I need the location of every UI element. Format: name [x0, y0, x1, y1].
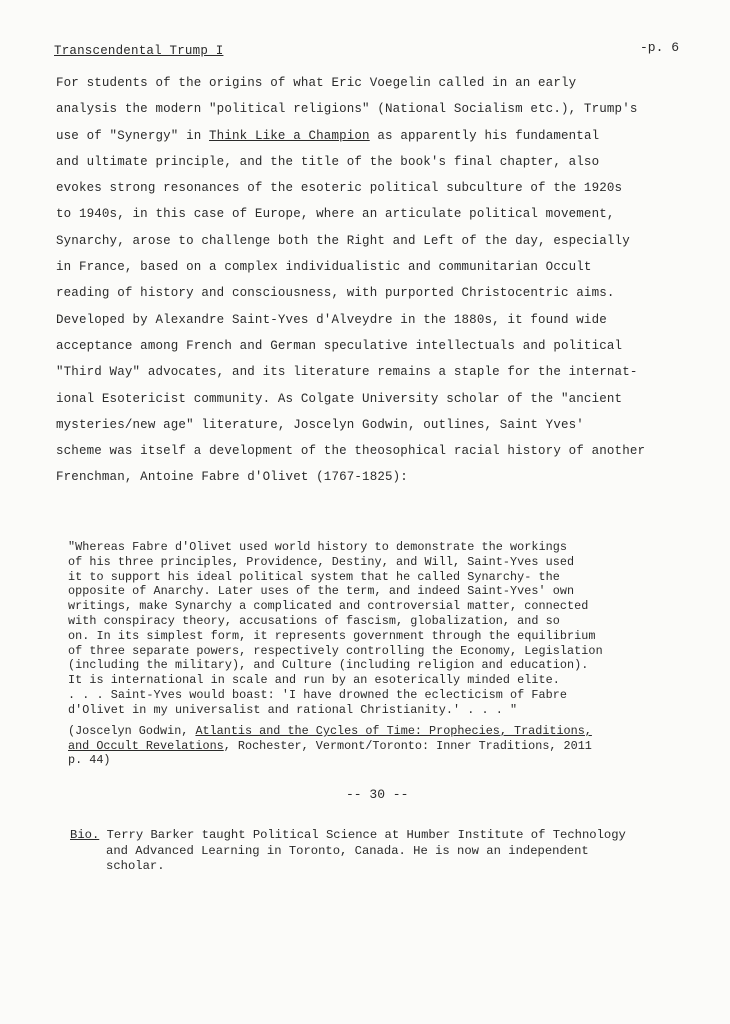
- quote-line: it to support his ideal political system that he called Synarchy- the: [68, 569, 560, 584]
- text-line: use of "Synergy" in Think Like a Champion as apparently his fundamental: [56, 128, 600, 143]
- page-number: -- 30 --: [346, 787, 409, 802]
- running-header-page: -p. 6: [640, 40, 680, 55]
- citation-line: p. 44): [68, 753, 111, 767]
- text-line: For students of the origins of what Eric Voegelin called in an early: [56, 76, 577, 90]
- citation: [68, 724, 728, 768]
- quote-line: d'Olivet in my universalist and rational Christianity.' . . . ": [68, 702, 518, 717]
- quote-line: (including the military), and Culture (including religion and education).: [68, 658, 589, 673]
- cited-title: Atlantis and the Cycles of Time: Prophecies, Traditions,: [195, 724, 592, 738]
- text-line: acceptance among French and German speculative intellectuals and political: [56, 338, 623, 353]
- body-paragraph: [56, 70, 716, 491]
- text-line: evokes strong resonances of the esoteric political subculture of the 1920s: [56, 181, 623, 196]
- citation-line: (Joscelyn Godwin, Atlantis and the Cycles of Time: Prophecies, Traditions,: [68, 724, 592, 738]
- text-line: and ultimate principle, and the title of the book's final chapter, also: [56, 154, 600, 169]
- bio-label: Bio.: [70, 828, 100, 842]
- quote-line: with conspiracy theory, accusations of fascism, globalization, and so: [68, 613, 560, 628]
- cited-title: and Occult Revelations: [68, 738, 224, 753]
- text-line: "Third Way" advocates, and its literature remains a staple for the internat-: [56, 365, 638, 380]
- quote-line: . . . Saint-Yves would boast: 'I have drowned the eclecticism of Fabre: [68, 687, 568, 702]
- text-line: in France, based on a complex individualistic and communitarian Occult: [56, 260, 592, 275]
- text-line: Developed by Alexandre Saint-Yves d'Alveydre in the 1880s, it found wide: [56, 312, 607, 327]
- bio-line: and Advanced Learning in Toronto, Canada. He is now an independent: [106, 843, 589, 858]
- text-line: analysis the modern "political religions" (National Socialism etc.), Trump's: [56, 102, 638, 117]
- bio-line: Bio. Terry Barker taught Political Science at Humber Institute of Technology: [70, 828, 626, 842]
- running-header-title: Transcendental Trump I: [54, 44, 224, 58]
- bio-line: scholar.: [106, 859, 165, 873]
- quote-line: of his three principles, Providence, Destiny, and Will, Saint-Yves used: [68, 554, 575, 569]
- quote-line: of three separate powers, respectively controlling the Economy, Legislation: [68, 643, 603, 658]
- author-bio: [70, 828, 730, 875]
- citation-line: and Occult Revelations, Rochester, Vermont/Toronto: Inner Traditions, 2011: [68, 738, 592, 753]
- text-line: Synarchy, arose to challenge both the Right and Left of the day, especially: [56, 233, 630, 248]
- text-line: mysteries/new age" literature, Joscelyn Godwin, outlines, Saint Yves': [56, 417, 584, 432]
- text-line: Frenchman, Antoine Fabre d'Olivet (1767-1825):: [56, 470, 408, 485]
- text-line: to 1940s, in this case of Europe, where an articulate political movement,: [56, 207, 615, 222]
- quote-line: "Whereas Fabre d'Olivet used world history to demonstrate the workings: [68, 540, 568, 554]
- block-quote: [68, 540, 728, 718]
- text-line: reading of history and consciousness, with purported Christocentric aims.: [56, 286, 615, 301]
- text-line: scheme was itself a development of the theosophical racial history of another: [56, 444, 646, 459]
- book-title: Think Like a Champion: [209, 128, 370, 143]
- quote-line: on. In its simplest form, it represents government through the equilibrium: [68, 628, 596, 643]
- quote-line: writings, make Synarchy a complicated and controversial matter, connected: [68, 599, 589, 614]
- quote-line: It is international in scale and run by an esoterically minded elite.: [68, 673, 560, 688]
- quote-line: opposite of Anarchy. Later uses of the term, and indeed Saint-Yves' own: [68, 584, 575, 599]
- text-line: ional Esotericist community. As Colgate University scholar of the "ancient: [56, 391, 623, 406]
